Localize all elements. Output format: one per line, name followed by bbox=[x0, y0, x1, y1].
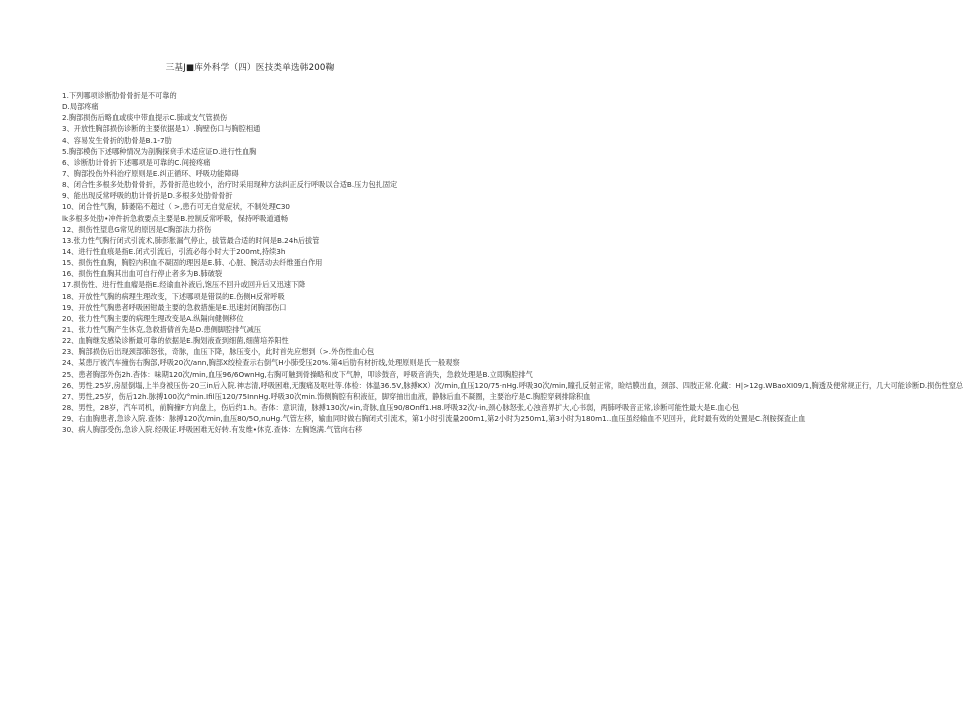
text-line: 10、闭合性气胸，肺萎陷不超过（ >,患冇可无自觉症状，不制处理C30 bbox=[62, 202, 290, 212]
text-line: 18、开放性气胸的病理生理改变，下述哪项是错误的E.伤侧H反常呼吸 bbox=[62, 291, 285, 301]
text-line: 20、张力性气胸主要的病理生理改变是A.纵隔向健侧移位 bbox=[62, 313, 244, 323]
text-line: 12、损伤性望息G常见的原因是C胸部法力挤伤 bbox=[62, 224, 212, 234]
text-line: 22、血胸继发感染诊断最可靠的依据是E.胸划液查到细菌,细菌培养阳性 bbox=[62, 336, 289, 346]
text-line bbox=[62, 435, 440, 446]
text-line: 1.下列哪项诊断肋骨骨折是不可靠的 bbox=[62, 91, 177, 100]
text-line: 27、男性,25岁，伤后12h.脉搏100次/°min.Ifil压120/75InnHg.呼吸30次min.饰侧胸腔有积液征，脚穿抽出血液，静脉后血不凝圈，主要治疗是C.胸腔穿刺排除积血 bbox=[62, 391, 591, 401]
text-line: 29、右血胸患者,急诊入院.查体：脉搏120次/min,血压80/5O,nuHg.气管左移，输血同时做右胸闭式引流术，第1小时引流量200m1,第2小时为250m1,第3小时为180m1..血压虽经输血不见回升，此时最有效的处置是C.剂胺探査止血 bbox=[62, 414, 806, 424]
text-line: 2.胸部损伤后略血或痰中带血提示C.肺或支气管损伤 bbox=[62, 113, 228, 123]
text-line: 15、损伤性血胸，胸腔内积血不凝固的理因是E.肺、心脏、腕活动去纤维蛋白作用 bbox=[62, 258, 323, 268]
text-line: 7、胸部投伤外科治疗原则是E.纠正循环、呼吸功能障碍 bbox=[62, 168, 239, 178]
text-line: 17.损伤性、进行性血瘤是指E.经谕血补液后,饱压不回升或回升后又迅速下降 bbox=[62, 280, 306, 290]
text-line: 21、张力性气胸产生休克,急救措倩首先是D.患侧脚腔排气减压 bbox=[62, 324, 261, 334]
text-line bbox=[62, 469, 440, 480]
text-line: 23、胸部损伤后出现颈部肺怒张，奇脉，血压下降，脉压变小，此时首先应想到（>.外伤性血心包 bbox=[62, 347, 375, 357]
text-line: 8、闭合性多根多处肋骨骨折，苏骨折范也较小，治疗时采用现种方法纠正反行呼吸以合适B.压力包扎固定 bbox=[62, 180, 398, 190]
text-line: 4、容易发生骨折的肋骨是B.1-7肋 bbox=[62, 135, 172, 145]
text-line: 9、能出现反常呼吸的肋计骨折是D.多根多处肋骨骨折 bbox=[62, 191, 233, 201]
text-line: 3、开放性胸部损伤诊断的主要依据是1）.胸壁伤口与胸腔相通 bbox=[62, 124, 261, 134]
text-line: 25、患者胸部外伤2h.杳体：味期120次/min,血压96/6OwnHg,右胸可触到骨操略和皮下气肿，叩诊鼓音，呼吸音消失，急救处理是B.立即胸腔排气 bbox=[62, 369, 533, 379]
text-line: lk多根多处肋•冲件折急救要点主要是B.控制反常呼吸，保持呼吸道通畅 bbox=[62, 213, 289, 223]
text-line: 5.胸部模伤下述哪种情况为剖胸探贲手术适应证D.进行性血胸 bbox=[62, 146, 257, 156]
text-line: 14、进行性血痕是指E.闭式引流后，引流必每小时大于200mt,持续3h bbox=[62, 246, 286, 256]
text-line: 19、开放性气胸患者呼吸困钳最主要的急救措施是E.迅速封闭胸部伤口 bbox=[62, 302, 287, 312]
text-line: 30、病人胸部受伤,急诊入院.经吸证.呼吸困难无好转.有发维•休克.查体：左胸饱满.气管向右移 bbox=[62, 425, 363, 435]
text-line: 13.张力性气胸行闭式引流术,肺彭胀漏气停止，拔管最合适的时间是B.24h后拔管 bbox=[62, 235, 320, 245]
text-line bbox=[62, 458, 440, 469]
text-line: 26、男性.25岁,房屋倒塌,上半身被压伤·20三in后入院.神志清,呼吸困难,无腹痛及呕吐等.体检：体温36.5V,脉搏KX）次/min,血压120/75·nHg.呼吸30次/min,瞳孔反射正常，睑结膜出血，颈部、四肢正常.化藏：H|>12g.WBaoXI09/1,胸透及便常规正行，几大可能诊断D.损伤性窒总 bbox=[62, 380, 963, 390]
text-line: 24、某患厅被汽车撞伤右胸部,呼吸20次/ann,胸部X绞检查示右倒气H小肺受压20%.第4后肋有材折线,处理原则是氏一般观察 bbox=[62, 358, 460, 368]
document-title: 三基J■库外科学（四）医技类单选韩200鞠 bbox=[165, 63, 335, 73]
text-line: 28、男性，28岁，汽车司机，前胸撞F方向盘上，伤后约1.h。杳体：意识清，脉搏130次/«in,奇脉,血压90/8Onff1.H8.呼吸32次/·in,颈心脉怒张,心浊音界扩大,心书弱，两肺呼吸音正常,诊断可能性最大是E.血心包 bbox=[62, 402, 739, 412]
text-line: D.局部疼痛 bbox=[62, 102, 99, 112]
text-line: 6、诊断肋计骨折下述哪项是可靠的C.间接疼痛 bbox=[62, 157, 211, 167]
document-body bbox=[62, 90, 963, 480]
text-line: 16、损伤性血胸其出血可自行停止者多为B.肺破裂 bbox=[62, 269, 223, 279]
text-line bbox=[62, 447, 440, 458]
